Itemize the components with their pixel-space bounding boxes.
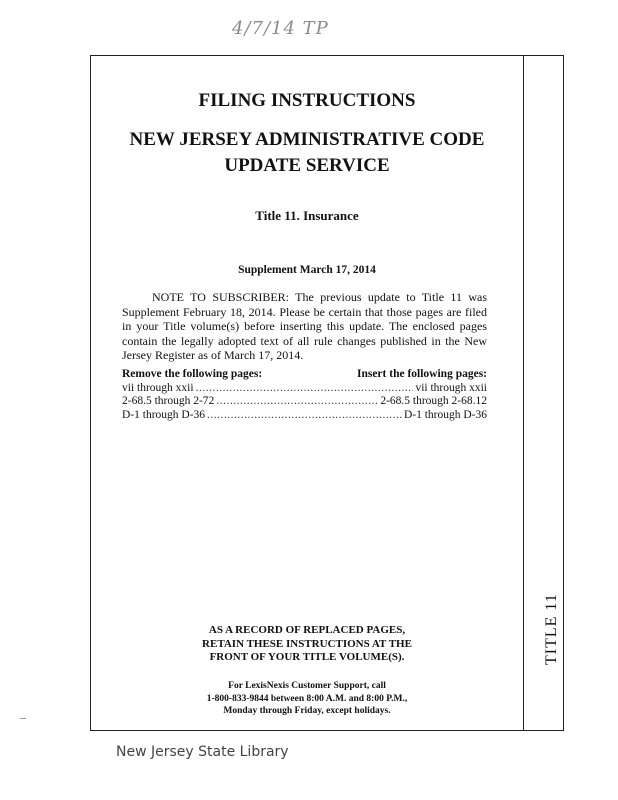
remove-pages-value: D-1 through D-36 (122, 408, 206, 421)
handwritten-note: 4/7/14 TP (232, 18, 329, 39)
page-subtitle (100, 127, 514, 179)
supplement-date: Supplement March 17, 2014 (238, 264, 376, 276)
remove-pages-value: vii through xxii (122, 381, 194, 394)
dot-leader (196, 382, 414, 396)
customer-support-info (100, 680, 514, 718)
insert-pages-value: D-1 through D-36 (403, 408, 487, 421)
remove-pages-value: 2-68.5 through 2-72 (122, 395, 215, 408)
dot-leader (216, 395, 378, 409)
subtitle-line-2: UPDATE SERVICE (224, 155, 390, 176)
record-instructions (100, 624, 514, 665)
insert-pages-value: vii through xxii (415, 381, 487, 394)
library-stamp: New Jersey State Library (116, 744, 289, 760)
support-line-1: For LexisNexis Customer Support, call (228, 681, 386, 691)
support-line-2: 1-800-833-9844 between 8:00 A.M. and 8:00 P.M., (206, 693, 408, 704)
page-list-header (122, 368, 487, 382)
page-row (122, 395, 487, 409)
support-line-3: Monday through Friday, except holidays. (223, 706, 391, 716)
title-heading: Title 11. Insurance (255, 208, 359, 223)
page-row (122, 409, 487, 423)
page-row (122, 382, 487, 396)
insert-pages-value: 2-68.5 through 2-68.12 (380, 395, 487, 408)
record-line-2: RETAIN THESE INSTRUCTIONS AT THE (202, 637, 412, 650)
remove-pages-header: Remove the following pages: (122, 368, 263, 380)
record-line-1: AS A RECORD OF REPLACED PAGES, (208, 624, 406, 636)
tab-divider (523, 55, 524, 731)
page-replacement-list (122, 368, 487, 422)
page-title: FILING INSTRUCTIONS (198, 90, 416, 111)
subtitle-line-1: NEW JERSEY ADMINISTRATIVE CODE (129, 129, 485, 150)
insert-pages-header: Insert the following pages: (356, 368, 487, 380)
title-tab-label: TITLE 11 (543, 593, 560, 665)
record-line-3: FRONT OF YOUR TITLE VOLUME(S). (209, 651, 405, 663)
dot-leader (207, 409, 402, 423)
subscriber-note: NOTE TO SUBSCRIBER: The previous update to Title 11 was Supplement February 18, 2014. Please be certain that those pages are filed in your Title volume(s) before inserting this update. The enclosed pages contain the legally adopted text of all rule changes published in the New Jersey Register as of March 17, 2014. (122, 290, 487, 363)
margin-mark (20, 718, 26, 719)
